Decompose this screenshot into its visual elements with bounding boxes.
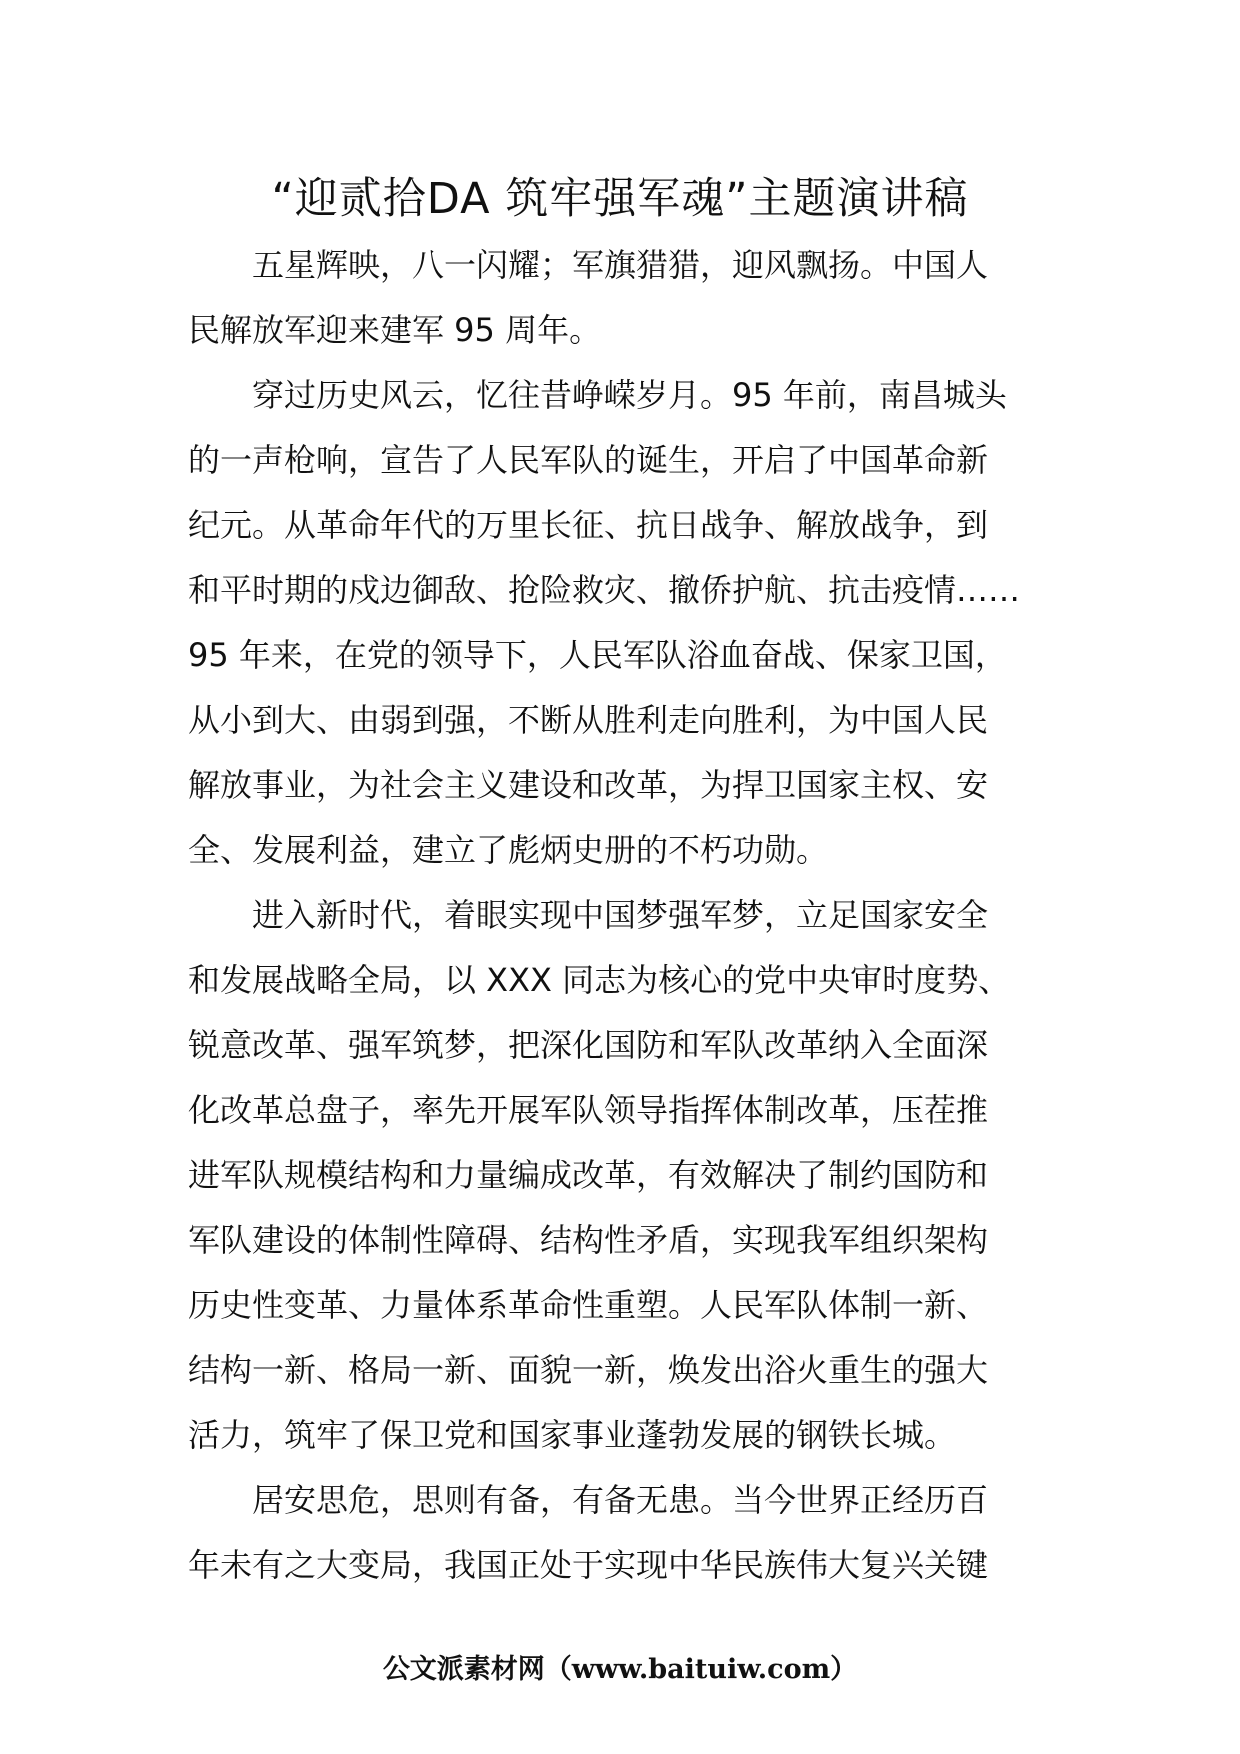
document-body bbox=[188, 233, 1054, 1598]
paragraph-line: 进军队规模结构和力量编成改革，有效解决了制约国防和 bbox=[188, 1156, 989, 1194]
paragraph-line: 历史性变革、力量体系革命性重塑。人民军队体制一新、 bbox=[188, 1286, 989, 1324]
paragraph-line: 活力，筑牢了保卫党和国家事业蓬勃发展的钢铁长城。 bbox=[188, 1416, 957, 1454]
paragraph-line: 军队建设的体制性障碍、结构性矛盾，实现我军组织架构 bbox=[188, 1221, 989, 1259]
document-title: “迎贰拾DA 筑牢强军魂”主题演讲稿 bbox=[271, 174, 969, 224]
paragraph-line: 民解放军迎来建军 95 周年。 bbox=[188, 311, 602, 349]
source-footer: 公文派素材网（www.baituiw.com） bbox=[382, 1654, 858, 1685]
paragraph-line: 结构一新、格局一新、面貌一新，焕发出浴火重生的强大 bbox=[188, 1351, 989, 1389]
paragraph-2 bbox=[188, 363, 1054, 883]
paragraph-line: 穿过历史风云，忆往昔峥嵘岁月。95 年前，南昌城头 bbox=[252, 376, 1007, 414]
paragraph-line: 锐意改革、强军筑梦，把深化国防和军队改革纳入全面深 bbox=[188, 1026, 989, 1064]
paragraph-line: 居安思危，思则有备，有备无患。当今世界正经历百 bbox=[252, 1481, 989, 1519]
paragraph-line: 95 年来，在党的领导下，人民军队浴血奋战、保家卫国， bbox=[188, 636, 1007, 674]
paragraph-1 bbox=[188, 233, 1054, 363]
paragraph-line: 年未有之大变局，我国正处于实现中华民族伟大复兴关键 bbox=[188, 1546, 989, 1584]
paragraph-3 bbox=[188, 883, 1054, 1468]
paragraph-line: 和平时期的戍边御敌、抢险救灾、撤侨护航、抗击疫情…… bbox=[188, 571, 1021, 609]
paragraph-line: 解放事业，为社会主义建设和改革，为捍卫国家主权、安 bbox=[188, 766, 989, 804]
paragraph-line: 从小到大、由弱到强，不断从胜利走向胜利，为中国人民 bbox=[188, 701, 989, 739]
paragraph-line: 进入新时代，着眼实现中国梦强军梦，立足国家安全 bbox=[252, 896, 989, 934]
paragraph-line: 和发展战略全局，以 XXX 同志为核心的党中央审时度势、 bbox=[188, 961, 1011, 999]
paragraph-line: 纪元。从革命年代的万里长征、抗日战争、解放战争，到 bbox=[188, 506, 989, 544]
paragraph-4 bbox=[188, 1468, 1054, 1598]
paragraph-line: 的一声枪响，宣告了人民军队的诞生，开启了中国革命新 bbox=[188, 441, 989, 479]
paragraph-line: 五星辉映，八一闪耀；军旗猎猎，迎风飘扬。中国人 bbox=[252, 246, 989, 284]
paragraph-line: 化改革总盘子，率先开展军队领导指挥体制改革，压茬推 bbox=[188, 1091, 989, 1129]
paragraph-line: 全、发展利益，建立了彪炳史册的不朽功勋。 bbox=[188, 831, 829, 869]
